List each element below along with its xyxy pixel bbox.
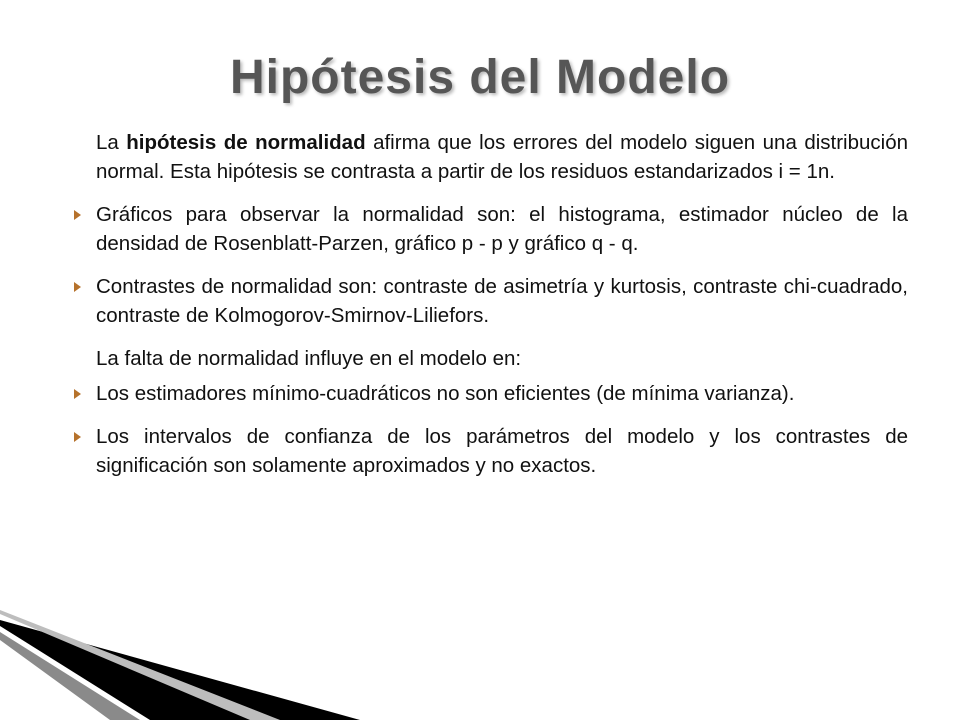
arrow-bullet-icon [74, 210, 81, 220]
bullet-item-estimadores [96, 379, 908, 408]
bullet-text: Los estimadores mínimo-cuadráticos no son eficientes (de mínima varianza). [96, 382, 795, 405]
bullet-item-graficos [96, 200, 908, 258]
bullet-item-intervalos [96, 422, 908, 480]
arrow-bullet-icon [74, 282, 81, 292]
arrow-bullet-icon [74, 432, 81, 442]
intro-bold-term: hipótesis de normalidad [126, 131, 366, 154]
intro-text-before: La [96, 131, 127, 154]
bullet-text: Contrastes de normalidad son: contraste de asimetría y kurtosis, contraste chi-cuadrado, contraste de Kolmogorov-Smirnov-Liliefors. [96, 275, 908, 327]
subheading-paragraph: La falta de normalidad influye en el modelo en: [96, 347, 522, 370]
bullet-item-contrastes [96, 272, 908, 330]
corner-stripe-decoration [0, 600, 360, 720]
intro-paragraph [96, 128, 908, 186]
slide-title: Hipótesis del Modelo [229, 51, 731, 104]
arrow-bullet-icon [74, 389, 81, 399]
slide-body [96, 128, 908, 494]
intro-text-after: afirma que los errores del modelo siguen una distribución normal. Esta hipótesis se contrasta a partir de los residuos estandarizados i = 1n. [96, 131, 909, 183]
bullet-text: Los intervalos de confianza de los parámetros del modelo y los contrastes de significación son solamente aproximados y no exactos. [96, 425, 908, 477]
bullet-text: Gráficos para observar la normalidad son: el histograma, estimador núcleo de la densidad de Rosenblatt-Parzen, gráfico p - p y gráfico q - q. [96, 203, 908, 255]
